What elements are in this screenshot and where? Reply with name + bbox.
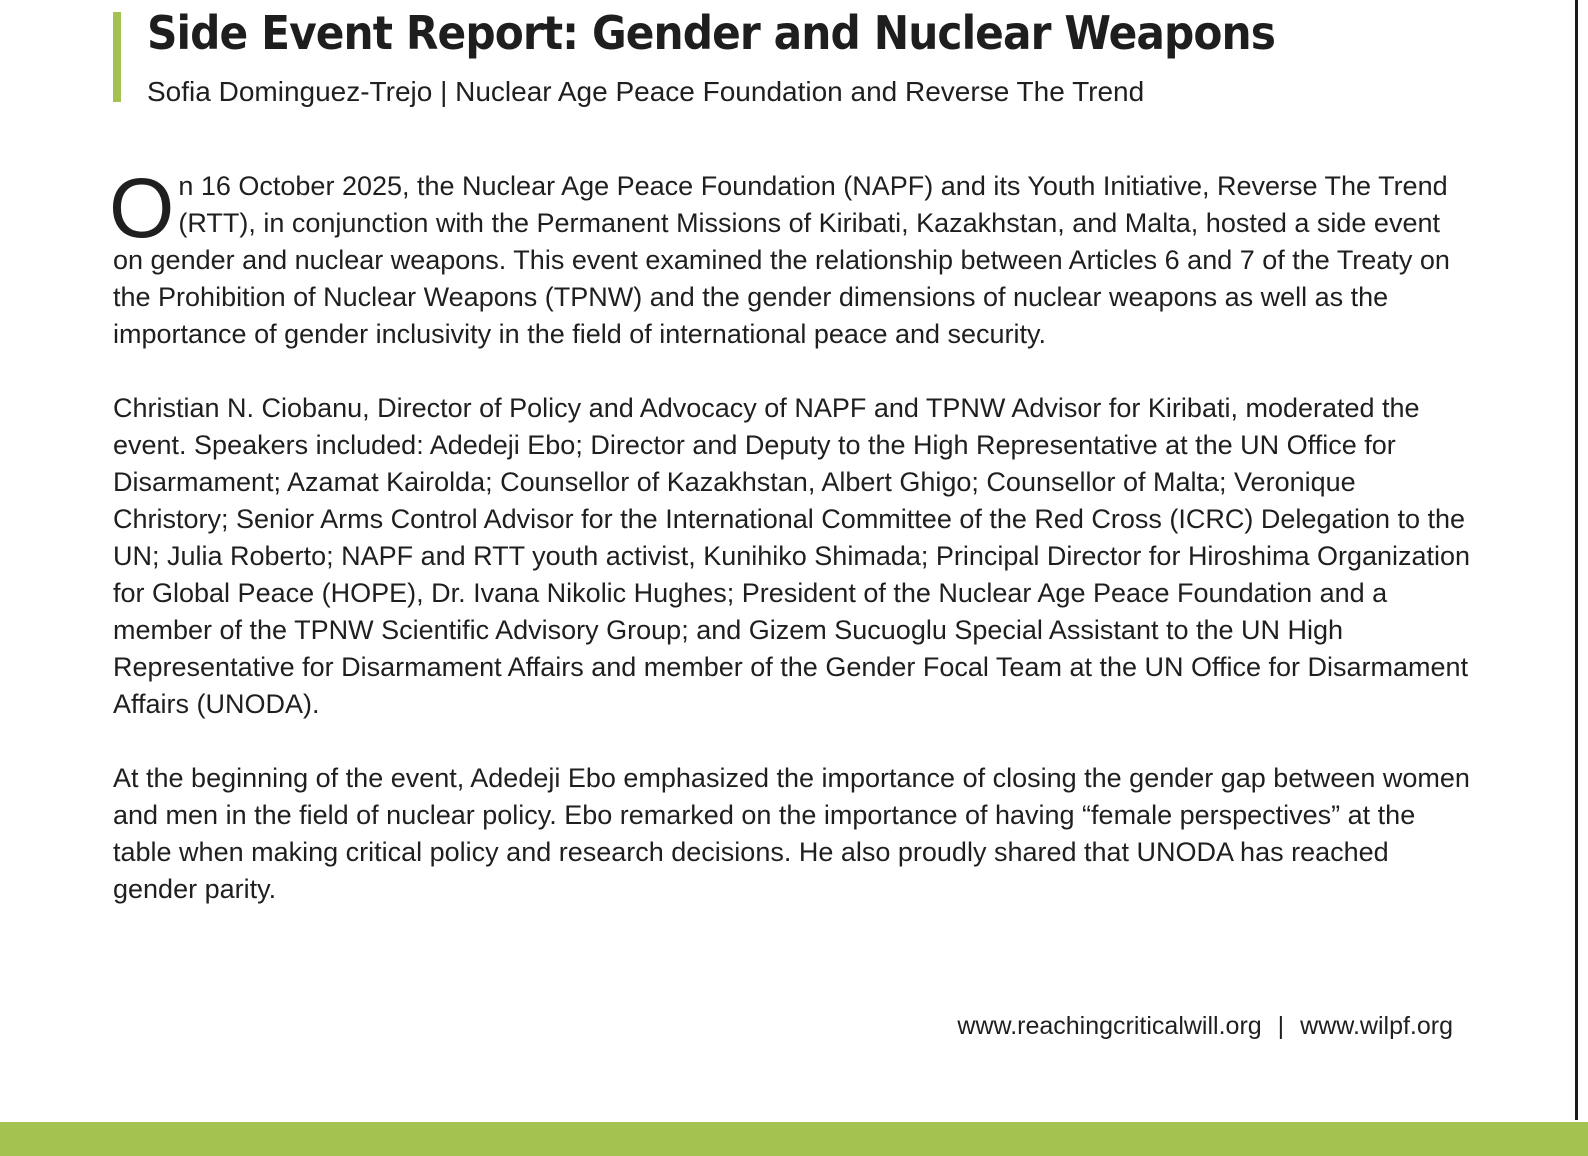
paragraph-speakers: Christian N. Ciobanu, Director of Policy and Advocacy of NAPF and TPNW Advisor for Kiribati, moderated the event. Speakers included: Adedeji Ebo; Director and Deputy to the High Representative at the UN Office for Disarmament; Azamat Kairolda; Counsellor of Kazakhstan, Albert Ghigo; Counsellor of Malta; Veronique Christory; Senior Arms Control Advisor for the International Committee of the Red Cross (ICRC) Delegation to the UN; Julia Roberto; NAPF and RTT youth activist, Kunihiko Shimada; Principal Director for Hiroshima Organization for Global Peace (HOPE), Dr. Ivana Nikolic Hughes; President of the Nuclear Age Peace Foundation and a member of the TPNW Scientific Advisory Group; and Gizem Sucuoglu Special Assistant to the UN High Representative for Disarmament Affairs and member of the Gender Focal Team at the UN Office for Disarmament Affairs (UNODA). [113,393,1471,719]
drop-cap: O [109,161,175,255]
report-body [109,161,1473,945]
report-header [113,6,1493,107]
footer-separator: | [1277,1012,1285,1040]
page-edge-rule [1575,0,1578,1120]
paragraph-intro-text: n 16 October 2025, the Nuclear Age Peace Foundation (NAPF) and its Youth Initiative, Reverse The Trend (RTT), in conjunction with the Permanent Missions of Kiribati, Kazakhstan, and Malta, hosted a side event on gender and nuclear weapons. This event examined the relationship between Articles 6 and 7 of the Treaty on the Prohibition of Nuclear Weapons (TPNW) and the gender dimensions of nuclear weapons as well as the importance of gender inclusivity in the field of international peace and security. [113,171,1450,349]
paragraph-intro [109,161,1473,353]
footer-link-rcw[interactable]: www.reachingcriticalwill.org [957,1012,1262,1040]
paragraph-opening-remarks: At the beginning of the event, Adedeji Ebo emphasized the importance of closing the gender gap between women and men in the field of nuclear policy. Ebo remarked on the importance of having “female perspectives” at the table when making critical policy and research decisions. He also proudly shared that UNODA has reached gender parity. [113,763,1470,904]
footer-color-band [0,1122,1588,1156]
author-byline: Sofia Dominguez-Trejo | Nuclear Age Peace Foundation and Reverse The Trend [147,76,1145,107]
page-title: Side Event Report: Gender and Nuclear Weapons [147,6,1276,60]
footer-link-wilpf[interactable]: www.wilpf.org [1300,1012,1453,1040]
footer-links [957,1012,1453,1041]
title-accent-bar [113,12,121,102]
